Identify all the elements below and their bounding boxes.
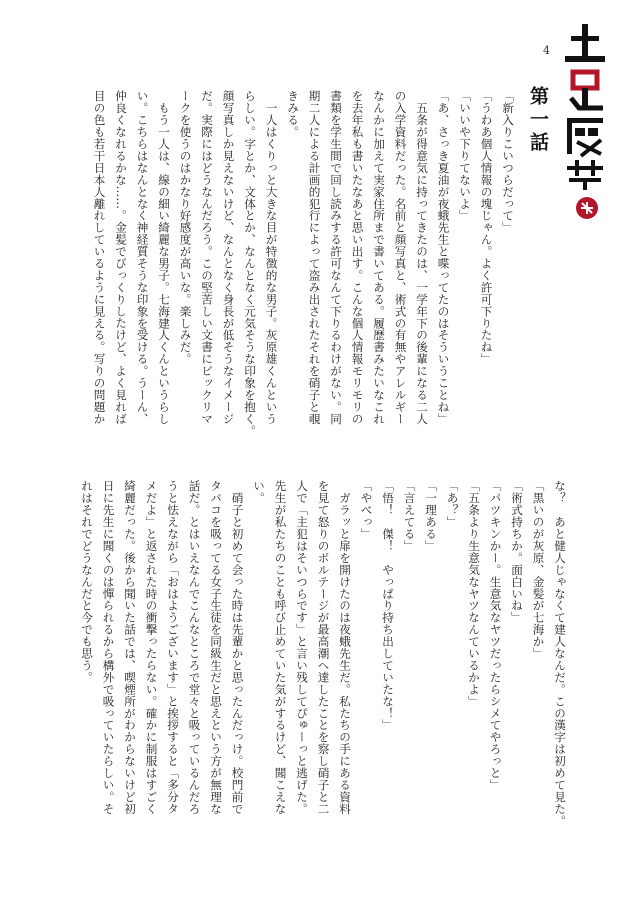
chapter-title: 第一話 [527, 86, 549, 155]
logo-emblem [561, 12, 609, 222]
page-number: 4 [543, 44, 550, 57]
body-text-top: 「新入りこいつらだって」 「うわあ個人情報の塊じゃん。よく許可下りたね」 「いいや下りてないよ」 「あ、さっき夏油が夜蛾先生と喋ってたのはそういうことね」 五条が得意気に持ってきたのは、一学年下の後輩になる二人 の入学資料だった。名前と顔写真と、術式の有無やアレルギー なんかに加えて実家住所まで書いてある。履歴書みたいなこれ を去年私も書いたなあと思い出す。こんな個人情報モリモリの 書類を学生間で回し読みする許可なんて下りるわけがない。同 期二人による計画的犯行によって盗み出されたそれを硝子と覗 きみる。 一人はくりっと大きな目が特徴的な男子。灰原雄くんという らしい。字とか、文体とか、なんとなく元気そうな印象を抱く。 顔写真しか見えないけど、なんとなく身長が低そうなイメージ だ。実際にはどうなんだろう。この堅苦しい文書にビックリマ ークを使うのはかなり好感度が高いな。楽しみだ。 もう一人は、線の細い綺麗な男子。七海建人くんというらし い。こちらはなんとなく神経質そうな印象を受ける。うーん、 仲良くなれるかな……。金髪でびっくりしたけど、よく見れば 目の色も若干日本人離れしているように見える。写りの問題か [92, 90, 515, 437]
body-text-bottom: な？ あと健人じゃなくて建人なんだ。この漢字は初めて見た。 「黒いのが灰原、金髪が七海か」 「術式持ちか。面白いね」 「パツキンかー。生意気なヤツだったらシメてやろっと」 「五条より生意気なヤツなんているかよ」 「あ？」 「一理ある」 「言えてる」 「悟！ 傑！ やっぱり持ち出していたな！」 「やべっ」 ガラッと扉を開けたのは夜蛾先生だ。私たちの手にある資料 を見て怒りのボルテージが最高潮へ達したことを察し硝子と二 人で「主犯はそいつらです」と言い残してぴゅーっと逃げた。 先生が私たちのことも呼び止めていた気がするけど、聞こえな い。 硝子と初めて会った時は先輩かと思ったんだっけ。校門前で タバコを吸ってる女子生徒を同級生だと思えという方が無理な 話だ。とはいえなんでこんなところで堂々と吸っているんだろ うと怯えながら「おはようございます」と挨拶すると「多分タ メだよ」と返された時の衝撃ったらない。確かに制服はすごく 綺麗だった。後から聞いた話では、喫煙所がわからないけど初 日に先生に聞くのは憚られるから構外で吸っていたらしい。そ れはそれでどうなんだと今でも思う。 [80, 480, 567, 827]
